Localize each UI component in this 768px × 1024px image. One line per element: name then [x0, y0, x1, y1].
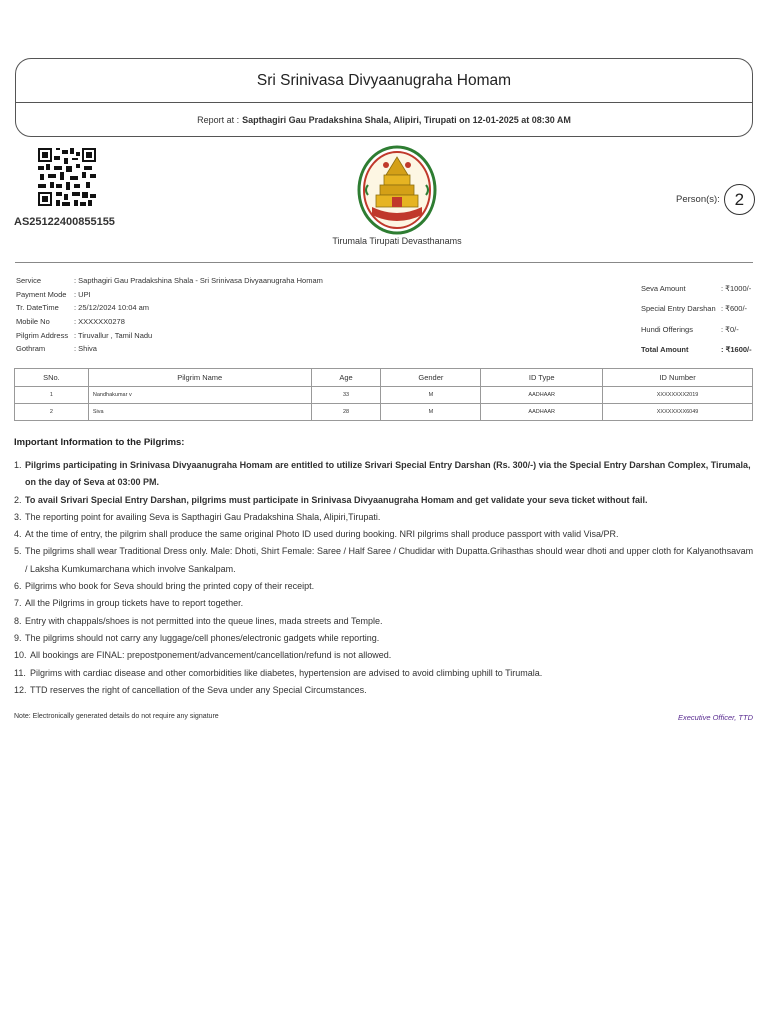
item-text: All bookings are FINAL: prepostponement/advancement/cancellation/refund is not allowed.: [30, 650, 392, 661]
column-header: Gender: [381, 369, 481, 387]
table-cell: 28: [311, 404, 381, 421]
footer-note: Note: Electronically generated details do not require any signature: [14, 713, 219, 720]
list-item: [14, 682, 754, 699]
amount-row-darshan: [641, 299, 752, 320]
page-title: Sri Srinivasa Divyaanugraha Homam: [16, 59, 752, 103]
list-item: [14, 526, 754, 543]
report-location: Sapthagiri Gau Pradakshina Shala, Alipiri, Tirupati on 12-01-2025 at 08:30 AM: [242, 115, 571, 125]
detail-label: Service: [16, 276, 42, 286]
item-text: Entry with chappals/shoes is not permitted into the queue lines, mada streets and Temple.: [25, 615, 383, 626]
detail-row-address: [16, 328, 323, 342]
amount-value: : ₹1600/-: [721, 345, 752, 355]
table-cell: Nandhakumar v: [88, 387, 311, 404]
pilgrim-table: [14, 368, 753, 421]
amount-label: Special Entry Darshan: [641, 304, 716, 314]
table-cell: AADHAAR: [481, 404, 603, 421]
list-item: [14, 595, 754, 612]
item-text: To avail Srivari Special Entry Darshan, pilgrims must participate in Srinivasa Divyaanugraha Homam and get validate your seva ticket without fail.: [25, 494, 648, 505]
detail-value: : 25/12/2024 10:04 am: [74, 303, 150, 313]
persons-count-block: [676, 184, 755, 215]
table-cell: XXXXXXXX2019: [603, 387, 753, 404]
column-header: Pilgrim Name: [88, 369, 311, 387]
detail-value: : UPI: [74, 289, 91, 299]
persons-label: Person(s):: [676, 194, 720, 205]
column-header: SNo.: [15, 369, 89, 387]
detail-value: : XXXXXX0278: [74, 317, 125, 327]
column-header: Age: [311, 369, 381, 387]
item-number: 3.: [14, 511, 22, 522]
amount-label: Seva Amount: [641, 283, 686, 293]
item-number: 11.: [14, 667, 26, 678]
list-item: [14, 613, 754, 630]
item-text: All the Pilgrims in group tickets have to report together.: [25, 598, 244, 609]
list-item: [14, 630, 754, 647]
detail-row-mobile: [16, 315, 323, 329]
item-number: 4.: [14, 529, 22, 540]
booking-details: [16, 274, 323, 356]
detail-value: : Tiruvallur , Tamil Nadu: [74, 330, 153, 340]
persons-count: 2: [724, 184, 755, 215]
ttd-emblem-logo: [356, 145, 438, 235]
item-text: TTD reserves the right of cancellation of the Seva under any Special Circumstances.: [30, 684, 367, 695]
qr-code-icon: [38, 148, 96, 206]
amount-row-total: [641, 340, 752, 361]
table-row: [15, 404, 753, 421]
table-header-row: [15, 369, 753, 387]
amount-row-hundi: [641, 319, 752, 340]
item-text: At the time of entry, the pilgrim shall produce the same original Photo ID used during booking. NRI pilgrims shall produce passport with valid Visa/PR.: [25, 529, 619, 540]
info-heading: Important Information to the Pilgrims:: [14, 437, 185, 448]
signature-label: Executive Officer, TTD: [677, 713, 753, 722]
header-box: [15, 58, 753, 137]
item-text: Pilgrims who book for Seva should bring the printed copy of their receipt.: [25, 581, 315, 592]
detail-row-service: [16, 274, 323, 288]
report-info: [16, 103, 752, 137]
table-cell: 33: [311, 387, 381, 404]
detail-value: : Sapthagiri Gau Pradakshina Shala - Sri Srinivasa Divyaanugraha Homam: [74, 276, 323, 286]
amount-value: : ₹600/-: [721, 304, 748, 314]
item-text: Pilgrims with cardiac disease and other comorbidities like diabetes, hypertension are advised to avoid climbing uphill to Tirumala.: [30, 667, 543, 678]
list-item: [14, 543, 754, 578]
table-cell: Siva: [88, 404, 311, 421]
table-cell: AADHAAR: [481, 387, 603, 404]
item-number: 7.: [14, 598, 22, 609]
list-item: [14, 578, 754, 595]
list-item: [14, 665, 754, 682]
item-text: Pilgrims participating in Srinivasa Divyaanugraha Homam are entitled to utilize Srivari Special Entry Darshan (Rs. 300/-) via the Special Entry Darshan Complex, Tirumala, on the day of Seva at 03:00 PM.: [25, 460, 751, 488]
column-header: ID Number: [603, 369, 753, 387]
detail-label: Pilgrim Address: [16, 330, 69, 340]
detail-label: Mobile No: [16, 317, 50, 327]
divider: [15, 262, 753, 263]
item-text: The pilgrims shall wear Traditional Dress only. Male: Dhoti, Shirt Female: Saree / Half Saree / Chudidar with Dupatta.Grihasthas should wear dhoti and upper cloth for Kalyanothsavam / Laksha Kumkumarchana which involve Sankalpam.: [25, 546, 754, 574]
item-number: 10.: [14, 650, 27, 661]
detail-label: Payment Mode: [16, 289, 67, 299]
item-text: The pilgrims should not carry any luggage/cell phones/electronic gadgets while reporting.: [25, 632, 380, 643]
item-number: 2.: [14, 494, 22, 505]
amount-row-seva: [641, 278, 752, 299]
table-cell: 2: [15, 404, 89, 421]
item-number: 8.: [14, 615, 22, 626]
item-number: 9.: [14, 632, 22, 643]
item-number: 12.: [14, 684, 27, 695]
amount-value: : ₹1000/-: [721, 283, 752, 293]
table-row: [15, 387, 753, 404]
list-item: [14, 457, 754, 492]
item-number: 5.: [14, 546, 22, 557]
detail-row-gothram: [16, 342, 323, 356]
list-item: [14, 647, 754, 664]
amount-summary: [641, 278, 752, 360]
table-cell: 1: [15, 387, 89, 404]
amount-label: Total Amount: [641, 345, 689, 355]
detail-value: : Shiva: [74, 344, 97, 354]
item-number: 6.: [14, 581, 22, 592]
table-cell: XXXXXXXX6049: [603, 404, 753, 421]
detail-label: Gothram: [16, 344, 46, 354]
organization-name: Tirumala Tirupati Devasthanams: [332, 236, 462, 246]
table-cell: M: [381, 404, 481, 421]
item-number: 1.: [14, 460, 22, 470]
detail-label: Tr. DateTime: [16, 303, 59, 313]
list-item: [14, 492, 754, 509]
amount-label: Hundi Offerings: [641, 324, 693, 334]
info-list: [14, 457, 754, 699]
table-cell: M: [381, 387, 481, 404]
detail-row-datetime: [16, 301, 323, 315]
report-prefix: Report at :: [197, 115, 240, 125]
amount-value: : ₹0/-: [721, 324, 739, 334]
column-header: ID Type: [481, 369, 603, 387]
item-text: The reporting point for availing Seva is Sapthagiri Gau Pradakshina Shala, Alipiri,Tirupati.: [25, 511, 381, 522]
booking-id: AS25122400855155: [14, 216, 115, 228]
list-item: [14, 509, 754, 526]
detail-row-payment-mode: [16, 288, 323, 302]
